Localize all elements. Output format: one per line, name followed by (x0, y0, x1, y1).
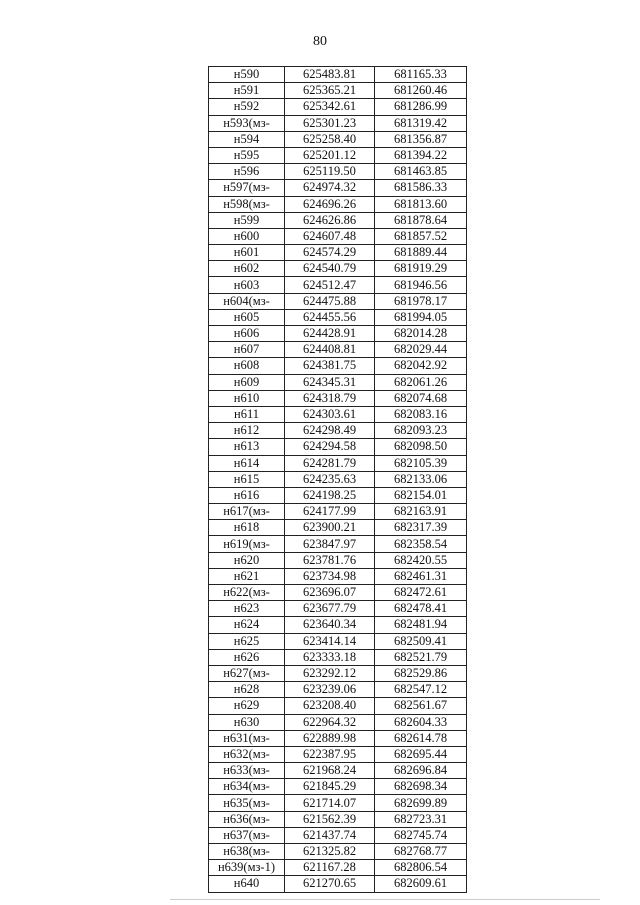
x-coordinate-cell: 623900.21 (285, 520, 375, 536)
y-coordinate-cell: 681878.64 (375, 212, 467, 228)
x-coordinate-cell: 624235.63 (285, 471, 375, 487)
y-coordinate-cell: 682098.50 (375, 439, 467, 455)
x-coordinate-cell: 621167.28 (285, 860, 375, 876)
bottom-scan-line (170, 899, 600, 900)
table-row (209, 245, 467, 261)
table-row (209, 504, 467, 520)
point-id-cell: н594 (209, 131, 285, 147)
point-id-cell: н613 (209, 439, 285, 455)
x-coordinate-cell: 621968.24 (285, 763, 375, 779)
point-id-cell: н598(мз- (209, 196, 285, 212)
y-coordinate-cell: 682154.01 (375, 487, 467, 503)
point-id-cell: н635(мз- (209, 795, 285, 811)
x-coordinate-cell: 623414.14 (285, 633, 375, 649)
y-coordinate-cell: 681286.99 (375, 99, 467, 115)
x-coordinate-cell: 624475.88 (285, 293, 375, 309)
point-id-cell: н595 (209, 147, 285, 163)
y-coordinate-cell: 682133.06 (375, 471, 467, 487)
y-coordinate-cell: 681463.85 (375, 164, 467, 180)
point-id-cell: н619(мз- (209, 536, 285, 552)
point-id-cell: н633(мз- (209, 763, 285, 779)
table-row (209, 390, 467, 406)
point-id-cell: н596 (209, 164, 285, 180)
point-id-cell: н618 (209, 520, 285, 536)
x-coordinate-cell: 623208.40 (285, 698, 375, 714)
x-coordinate-cell: 623734.98 (285, 568, 375, 584)
table-row (209, 261, 467, 277)
table-row (209, 309, 467, 325)
table-row (209, 487, 467, 503)
y-coordinate-cell: 681356.87 (375, 131, 467, 147)
table-row (209, 326, 467, 342)
table-row (209, 196, 467, 212)
y-coordinate-cell: 682561.67 (375, 698, 467, 714)
point-id-cell: н597(мз- (209, 180, 285, 196)
x-coordinate-cell: 625483.81 (285, 67, 375, 83)
x-coordinate-cell: 625258.40 (285, 131, 375, 147)
point-id-cell: н600 (209, 228, 285, 244)
y-coordinate-cell: 682609.61 (375, 876, 467, 892)
y-coordinate-cell: 682806.54 (375, 860, 467, 876)
table-row (209, 827, 467, 843)
x-coordinate-cell: 624574.29 (285, 245, 375, 261)
table-row (209, 67, 467, 83)
point-id-cell: н630 (209, 714, 285, 730)
point-id-cell: н599 (209, 212, 285, 228)
x-coordinate-cell: 624345.31 (285, 374, 375, 390)
y-coordinate-cell: 682521.79 (375, 649, 467, 665)
x-coordinate-cell: 621437.74 (285, 827, 375, 843)
point-id-cell: н616 (209, 487, 285, 503)
y-coordinate-cell: 682029.44 (375, 342, 467, 358)
point-id-cell: н607 (209, 342, 285, 358)
point-id-cell: н628 (209, 682, 285, 698)
table-row (209, 536, 467, 552)
y-coordinate-cell: 682614.78 (375, 730, 467, 746)
point-id-cell: н624 (209, 617, 285, 633)
x-coordinate-cell: 624540.79 (285, 261, 375, 277)
y-coordinate-cell: 682768.77 (375, 844, 467, 860)
x-coordinate-cell: 621562.39 (285, 811, 375, 827)
x-coordinate-cell: 623292.12 (285, 665, 375, 681)
point-id-cell: н637(мз- (209, 827, 285, 843)
y-coordinate-cell: 682723.31 (375, 811, 467, 827)
y-coordinate-cell: 681889.44 (375, 245, 467, 261)
point-id-cell: н609 (209, 374, 285, 390)
point-id-cell: н634(мз- (209, 779, 285, 795)
y-coordinate-cell: 682699.89 (375, 795, 467, 811)
y-coordinate-cell: 682042.92 (375, 358, 467, 374)
y-coordinate-cell: 681946.56 (375, 277, 467, 293)
x-coordinate-cell: 622387.95 (285, 746, 375, 762)
table-row (209, 342, 467, 358)
x-coordinate-cell: 625119.50 (285, 164, 375, 180)
x-coordinate-cell: 624298.49 (285, 423, 375, 439)
point-id-cell: н626 (209, 649, 285, 665)
point-id-cell: н615 (209, 471, 285, 487)
table-row (209, 455, 467, 471)
point-id-cell: н623 (209, 601, 285, 617)
table-row (209, 439, 467, 455)
point-id-cell: н603 (209, 277, 285, 293)
table-row (209, 585, 467, 601)
y-coordinate-cell: 682105.39 (375, 455, 467, 471)
x-coordinate-cell: 625365.21 (285, 83, 375, 99)
point-id-cell: н614 (209, 455, 285, 471)
x-coordinate-cell: 621270.65 (285, 876, 375, 892)
table-row (209, 714, 467, 730)
x-coordinate-cell: 625201.12 (285, 147, 375, 163)
y-coordinate-cell: 681857.52 (375, 228, 467, 244)
table-row (209, 601, 467, 617)
point-id-cell: н601 (209, 245, 285, 261)
y-coordinate-cell: 682481.94 (375, 617, 467, 633)
table-row (209, 212, 467, 228)
x-coordinate-cell: 621325.82 (285, 844, 375, 860)
x-coordinate-cell: 624455.56 (285, 309, 375, 325)
x-coordinate-cell: 623847.97 (285, 536, 375, 552)
x-coordinate-cell: 622964.32 (285, 714, 375, 730)
y-coordinate-cell: 682358.54 (375, 536, 467, 552)
y-coordinate-cell: 682472.61 (375, 585, 467, 601)
table-row (209, 811, 467, 827)
x-coordinate-cell: 624974.32 (285, 180, 375, 196)
point-id-cell: н620 (209, 552, 285, 568)
x-coordinate-cell: 624607.48 (285, 228, 375, 244)
table-row (209, 99, 467, 115)
table-row (209, 147, 467, 163)
point-id-cell: н629 (209, 698, 285, 714)
table-row (209, 698, 467, 714)
point-id-cell: н632(мз- (209, 746, 285, 762)
table-row (209, 730, 467, 746)
x-coordinate-cell: 624381.75 (285, 358, 375, 374)
y-coordinate-cell: 682698.34 (375, 779, 467, 795)
table-row (209, 293, 467, 309)
table-row (209, 633, 467, 649)
y-coordinate-cell: 682696.84 (375, 763, 467, 779)
y-coordinate-cell: 681319.42 (375, 115, 467, 131)
table-row (209, 779, 467, 795)
y-coordinate-cell: 681394.22 (375, 147, 467, 163)
table-row (209, 406, 467, 422)
x-coordinate-cell: 624281.79 (285, 455, 375, 471)
table-row (209, 228, 467, 244)
x-coordinate-cell: 621714.07 (285, 795, 375, 811)
point-id-cell: н605 (209, 309, 285, 325)
y-coordinate-cell: 682061.26 (375, 374, 467, 390)
y-coordinate-cell: 682093.23 (375, 423, 467, 439)
y-coordinate-cell: 682461.31 (375, 568, 467, 584)
y-coordinate-cell: 682509.41 (375, 633, 467, 649)
y-coordinate-cell: 681165.33 (375, 67, 467, 83)
y-coordinate-cell: 682695.44 (375, 746, 467, 762)
y-coordinate-cell: 682074.68 (375, 390, 467, 406)
y-coordinate-cell: 682745.74 (375, 827, 467, 843)
point-id-cell: н622(мз- (209, 585, 285, 601)
table-row (209, 180, 467, 196)
y-coordinate-cell: 681994.05 (375, 309, 467, 325)
table-row (209, 471, 467, 487)
table-row (209, 115, 467, 131)
table-row (209, 423, 467, 439)
point-id-cell: н611 (209, 406, 285, 422)
table-row (209, 844, 467, 860)
y-coordinate-cell: 682014.28 (375, 326, 467, 342)
point-id-cell: н591 (209, 83, 285, 99)
point-id-cell: н638(мз- (209, 844, 285, 860)
table-row (209, 358, 467, 374)
x-coordinate-cell: 623239.06 (285, 682, 375, 698)
x-coordinate-cell: 624303.61 (285, 406, 375, 422)
y-coordinate-cell: 682547.12 (375, 682, 467, 698)
point-id-cell: н631(мз- (209, 730, 285, 746)
y-coordinate-cell: 682420.55 (375, 552, 467, 568)
x-coordinate-cell: 624696.26 (285, 196, 375, 212)
point-id-cell: н612 (209, 423, 285, 439)
x-coordinate-cell: 623333.18 (285, 649, 375, 665)
point-id-cell: н606 (209, 326, 285, 342)
x-coordinate-cell: 624626.86 (285, 212, 375, 228)
x-coordinate-cell: 623781.76 (285, 552, 375, 568)
x-coordinate-cell: 623677.79 (285, 601, 375, 617)
y-coordinate-cell: 681586.33 (375, 180, 467, 196)
table-row (209, 763, 467, 779)
point-id-cell: н640 (209, 876, 285, 892)
y-coordinate-cell: 681813.60 (375, 196, 467, 212)
coordinates-table (208, 66, 467, 893)
x-coordinate-cell: 624318.79 (285, 390, 375, 406)
point-id-cell: н639(мз-1) (209, 860, 285, 876)
point-id-cell: н604(мз- (209, 293, 285, 309)
point-id-cell: н590 (209, 67, 285, 83)
table-row (209, 277, 467, 293)
point-id-cell: н636(мз- (209, 811, 285, 827)
y-coordinate-cell: 681260.46 (375, 83, 467, 99)
point-id-cell: н608 (209, 358, 285, 374)
page-number: 80 (313, 34, 327, 49)
table-row (209, 552, 467, 568)
x-coordinate-cell: 625342.61 (285, 99, 375, 115)
point-id-cell: н625 (209, 633, 285, 649)
x-coordinate-cell: 622889.98 (285, 730, 375, 746)
point-id-cell: н602 (209, 261, 285, 277)
point-id-cell: н617(мз- (209, 504, 285, 520)
x-coordinate-cell: 624408.81 (285, 342, 375, 358)
table-row (209, 520, 467, 536)
y-coordinate-cell: 682083.16 (375, 406, 467, 422)
x-coordinate-cell: 621845.29 (285, 779, 375, 795)
point-id-cell: н592 (209, 99, 285, 115)
x-coordinate-cell: 624512.47 (285, 277, 375, 293)
table-row (209, 746, 467, 762)
x-coordinate-cell: 624294.58 (285, 439, 375, 455)
table-row (209, 374, 467, 390)
x-coordinate-cell: 625301.23 (285, 115, 375, 131)
coordinates-table-body (209, 67, 467, 893)
y-coordinate-cell: 682529.86 (375, 665, 467, 681)
x-coordinate-cell: 624198.25 (285, 487, 375, 503)
table-row (209, 649, 467, 665)
x-coordinate-cell: 623696.07 (285, 585, 375, 601)
table-row (209, 617, 467, 633)
table-row (209, 682, 467, 698)
table-row (209, 795, 467, 811)
y-coordinate-cell: 682478.41 (375, 601, 467, 617)
table-row (209, 164, 467, 180)
table-row (209, 568, 467, 584)
table-row (209, 876, 467, 892)
y-coordinate-cell: 681919.29 (375, 261, 467, 277)
point-id-cell: н593(мз- (209, 115, 285, 131)
table-row (209, 131, 467, 147)
point-id-cell: н627(мз- (209, 665, 285, 681)
table-row (209, 665, 467, 681)
x-coordinate-cell: 624177.99 (285, 504, 375, 520)
x-coordinate-cell: 624428.91 (285, 326, 375, 342)
table-row (209, 83, 467, 99)
y-coordinate-cell: 682604.33 (375, 714, 467, 730)
point-id-cell: н610 (209, 390, 285, 406)
x-coordinate-cell: 623640.34 (285, 617, 375, 633)
point-id-cell: н621 (209, 568, 285, 584)
y-coordinate-cell: 682317.39 (375, 520, 467, 536)
table-row (209, 860, 467, 876)
y-coordinate-cell: 681978.17 (375, 293, 467, 309)
y-coordinate-cell: 682163.91 (375, 504, 467, 520)
